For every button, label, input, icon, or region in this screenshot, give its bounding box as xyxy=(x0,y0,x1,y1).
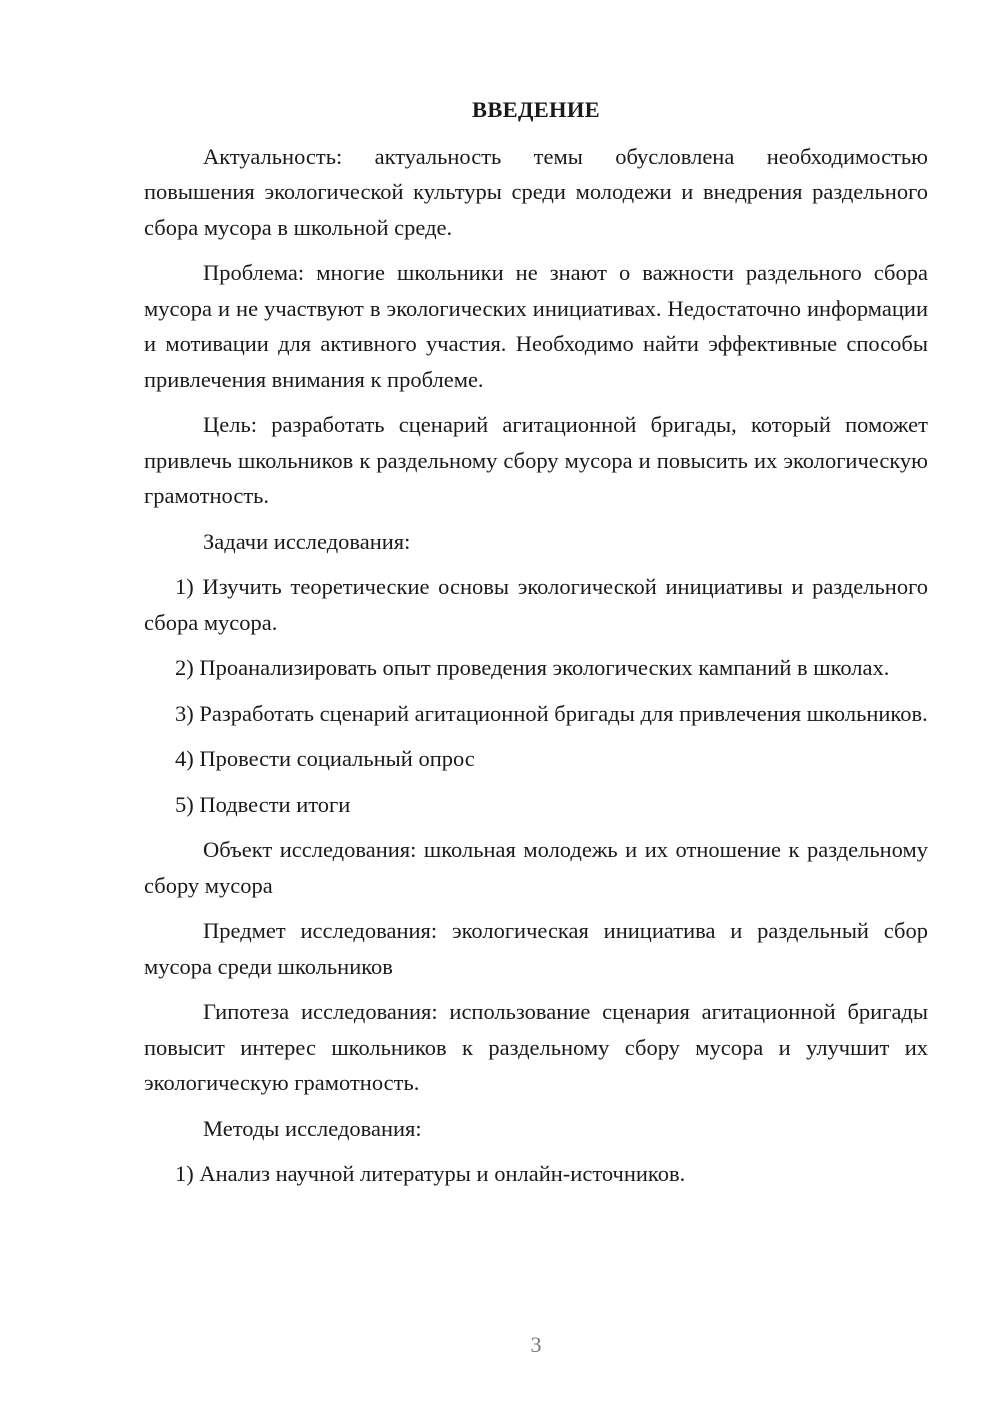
subject-paragraph: Предмет исследования: экологическая инициатива и раздельный сбор мусора среди школьников xyxy=(144,918,928,979)
task-item-1: 1) Изучить теоретические основы экологической инициативы и раздельного сбора мусора. xyxy=(144,574,928,635)
hypothesis-paragraph: Гипотеза исследования: использование сценария агитационной бригады повысит интерес школьников к раздельному сбору мусора и улучшит их экологическую грамотность. xyxy=(144,999,928,1095)
page-number: 3 xyxy=(530,1332,542,1357)
tasks-title: Задачи исследования: xyxy=(203,528,411,554)
task-item-4: 4) Провести социальный опрос xyxy=(175,746,475,771)
methods-title: Методы исследования: xyxy=(203,1115,422,1141)
task-item-5: 5) Подвести итоги xyxy=(175,791,351,817)
task-item-3: 3) Разработать сценарий агитационной бригады для привлечения школьников. xyxy=(175,700,928,726)
problem-paragraph: Проблема: многие школьники не знают о важности раздельного сбора мусора и не участвуют в экологических инициативах. Недостаточно информации и мотивации для активного участия. Необходимо найти эффективные способы привлечения внимания к проблеме. xyxy=(144,260,928,392)
task-item-2: 2) Проанализировать опыт проведения экологических кампаний в школах. xyxy=(175,655,890,680)
object-paragraph: Объект исследования: школьная молодежь и их отношение к раздельному сбору мусора xyxy=(144,837,928,898)
relevance-paragraph: Актуальность: актуальность темы обусловлена необходимостью повышения экологической культуры среди молодежи и внедрения раздельного сбора мусора в школьной среде. xyxy=(144,143,928,240)
goal-paragraph: Цель: разработать сценарий агитационной бригады, который поможет привлечь школьников к раздельному сбору мусора и повысить их экологическую грамотность. xyxy=(144,412,928,508)
method-item-1: 1) Анализ научной литературы и онлайн-источников. xyxy=(175,1161,686,1186)
document-body xyxy=(144,92,928,1202)
page-title: ВВЕДЕНИЕ xyxy=(472,97,600,122)
